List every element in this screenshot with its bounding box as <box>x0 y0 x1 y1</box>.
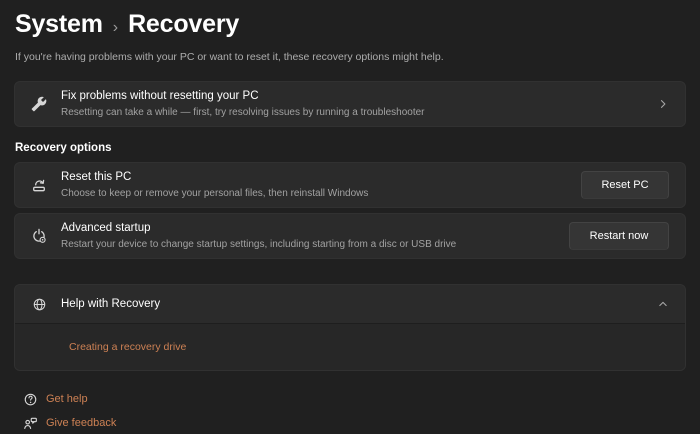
reset-pc-icon <box>31 177 47 193</box>
advanced-startup-subtitle: Restart your device to change startup settings, including starting from a disc or USB drive <box>61 239 457 250</box>
section-label-recovery-options: Recovery options <box>15 142 112 154</box>
reset-pc-subtitle: Choose to keep or remove your personal files, then reinstall Windows <box>61 188 369 199</box>
help-expander-body <box>15 323 685 370</box>
troubleshoot-text <box>61 89 425 119</box>
get-help-link[interactable] <box>14 388 686 410</box>
get-help-label: Get help <box>46 393 88 405</box>
advanced-startup-card <box>14 213 686 259</box>
footer-links <box>0 388 700 434</box>
advanced-startup-text <box>61 221 456 251</box>
help-expander-title: Help with Recovery <box>61 298 161 310</box>
reset-pc-card <box>14 162 686 208</box>
help-icon <box>23 392 38 407</box>
main-content <box>0 81 700 371</box>
power-settings-icon <box>31 228 47 244</box>
give-feedback-label: Give feedback <box>46 417 117 429</box>
chevron-right-icon <box>657 98 669 110</box>
globe-icon <box>31 296 47 312</box>
help-with-recovery-expander <box>14 284 686 371</box>
advanced-startup-title: Advanced startup <box>61 222 151 234</box>
chevron-up-icon <box>657 298 669 310</box>
wrench-icon <box>31 96 47 112</box>
restart-now-button[interactable]: Restart now <box>569 222 669 250</box>
creating-recovery-drive-link[interactable]: Creating a recovery drive <box>69 341 187 353</box>
breadcrumb-system[interactable]: System <box>15 10 103 38</box>
help-expander-header[interactable] <box>15 285 685 323</box>
page-description: If you're having problems with your PC or want to reset it, these recovery options might help. <box>15 51 444 63</box>
give-feedback-link[interactable] <box>14 412 686 434</box>
troubleshoot-subtitle: Resetting can take a while — first, try resolving issues by running a troubleshooter <box>61 107 425 118</box>
reset-pc-button[interactable]: Reset PC <box>581 171 669 199</box>
breadcrumb <box>15 10 684 39</box>
page-title: Recovery <box>128 10 240 38</box>
page-header <box>0 0 700 63</box>
reset-pc-title: Reset this PC <box>61 171 132 183</box>
reset-pc-text <box>61 170 368 200</box>
troubleshoot-card[interactable] <box>14 81 686 127</box>
breadcrumb-chevron-icon: › <box>112 19 119 36</box>
feedback-icon <box>23 416 38 431</box>
troubleshoot-title: Fix problems without resetting your PC <box>61 90 259 102</box>
